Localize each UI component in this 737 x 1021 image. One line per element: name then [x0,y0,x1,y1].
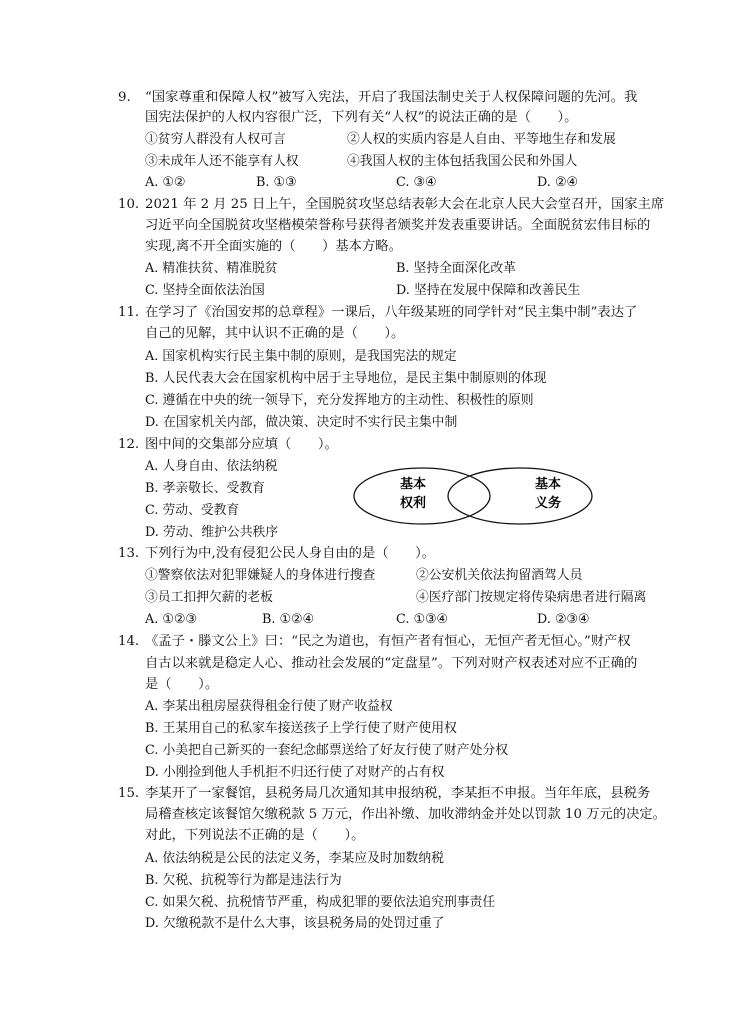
question-stem-line: 李某开了一家餐馆，县税务局几次通知其申报纳税，李某拒不申报。当年年底，县税务 [145,786,651,801]
option-c: C. 如果欠税、抗税情节严重，构成犯罪的要依法追究刑事责任 [145,895,496,910]
rights-label-line1: 基本 [400,477,427,492]
question-number: 9. [118,90,131,105]
option-d: D. 劳动、维护公共秩序 [145,525,279,540]
question-stem-line: 2021 年 2 月 25 日上午，全国脱贫攻坚总结表彰大会在北京人民大会堂召开，国家主席 [145,197,665,212]
option-a: A. ①②③ [145,612,197,627]
question-stem-line: 图中间的交集部分应填（ ）。 [145,437,338,452]
option-b: B. 坚持全面深化改革 [396,261,516,276]
question-stem-line: 对此，下列说法不正确的是（ ）。 [145,828,365,843]
duties-ellipse [448,468,592,524]
duties-label-line1: 基本 [535,477,562,492]
option-d: D. 小刚捡到他人手机拒不归还行使了对财产的占有权 [145,765,445,780]
option-c: C. 小美把自己新买的一套纪念邮票送给了好友行使了财产处分权 [145,743,508,758]
option-a: A. 精准扶贫、精准脱贫 [145,261,278,276]
question-stem-line: 是（ ）。 [145,677,219,692]
option-d: D. ②④ [537,175,578,190]
statement-3: ③未成年人还不能享有人权 [145,154,299,169]
option-d: D. 在国家机关内部，做决策、决定时不实行民主集中制 [145,415,458,430]
question-stem-line: “国家尊重和保障人权”被写入宪法，开启了我国法制史关于人权保障问题的先河。我 [145,90,638,105]
option-b: B. 欠税、抗税等行为都是违法行为 [145,873,342,888]
option-a: A. ①② [145,175,186,190]
option-c: C. 坚持全面依法治国 [145,283,265,298]
question-stem-line: 国宪法保护的人权内容很广泛，下列有关“人权”的说法正确的是（ ）。 [145,110,578,125]
option-a: A. 国家机构实行民主集中制的原则，是我国宪法的规定 [145,349,457,364]
question-stem-line: 下列行为中,没有侵犯公民人身自由的是（ ）。 [145,546,436,561]
venn-diagram [352,465,594,527]
statement-1: ①警察依法对犯罪嫌疑人的身体进行搜查 [145,568,376,583]
option-b: B. 人民代表大会在国家机构中居于主导地位，是民主集中制原则的体现 [145,371,547,386]
question-number: 15. [118,786,140,801]
statement-2: ②人权的实质内容是人自由、平等地生存和发展 [347,132,616,147]
statement-2: ②公安机关依法拘留酒驾人员 [416,568,583,583]
option-c: C. 劳动、受教育 [145,503,240,518]
option-d: D. 坚持在发展中保障和改善民生 [396,283,581,298]
option-c: C. ①③④ [396,612,448,627]
option-c: C. ③④ [396,175,437,190]
question-stem-line: 实现,离不开全面实施的（ ）基本方略。 [145,239,402,254]
statement-3: ③员工扣押欠薪的老板 [145,590,273,605]
option-b: B. ①③ [256,175,297,190]
question-number: 11. [118,305,140,320]
option-a: A. 人身自由、依法纳税 [145,459,278,474]
question-stem-line: 局稽查核定该餐馆欠缴税款 5 万元，作出补缴、加收滞纳金并处以罚款 10 万元的决定。 [145,807,666,822]
question-stem-line: 在学习了《治国安邦的总章程》一课后，八年级某班的同学针对“民主集中制”表达了 [145,305,638,320]
option-a: A. 李某出租房屋获得租金行使了财产收益权 [145,699,393,714]
question-number: 13. [118,546,140,561]
question-stem-line: 《孟子・滕文公上》曰：“民之为道也，有恒产者有恒心，无恒产者无恒心。”财产权 [145,634,631,649]
option-b: B. 孝亲敬长、受教育 [145,481,265,496]
statement-4: ④医疗部门按规定将传染病患者进行隔离 [416,590,647,605]
question-stem-line: 自古以来就是稳定人心、推动社会发展的“定盘星”。下列对财产权表述对应不正确的 [145,656,638,671]
question-number: 10. [118,197,140,212]
option-c: C. 遵循在中央的统一领导下，充分发挥地方的主动性、积极性的原则 [145,393,534,408]
option-b: B. ①②④ [262,612,314,627]
option-b: B. 王某用自己的私家车接送孩子上学行使了财产使用权 [145,721,457,736]
question-number: 14. [118,634,140,649]
duties-label-line2: 义务 [535,496,562,511]
statement-4: ④我国人权的主体包括我国公民和外国人 [347,154,578,169]
option-d: D. ②③④ [537,612,590,627]
question-stem-line: 习近平向全国脱贫攻坚楷模荣誉称号获得者颁奖并发表重要讲话。全面脱贫宏伟目标的 [145,218,651,233]
option-d: D. 欠缴税款不是什么大事，该县税务局的处罚过重了 [145,916,445,931]
statement-1: ①贫穷人群没有人权可言 [145,132,286,147]
question-stem-line: 自己的见解，其中认识不正确的是（ ）。 [145,326,405,341]
rights-label-line2: 权利 [400,496,427,511]
option-a: A. 依法纳税是公民的法定义务，李某应及时加数纳税 [145,851,444,866]
question-number: 12. [118,437,140,452]
